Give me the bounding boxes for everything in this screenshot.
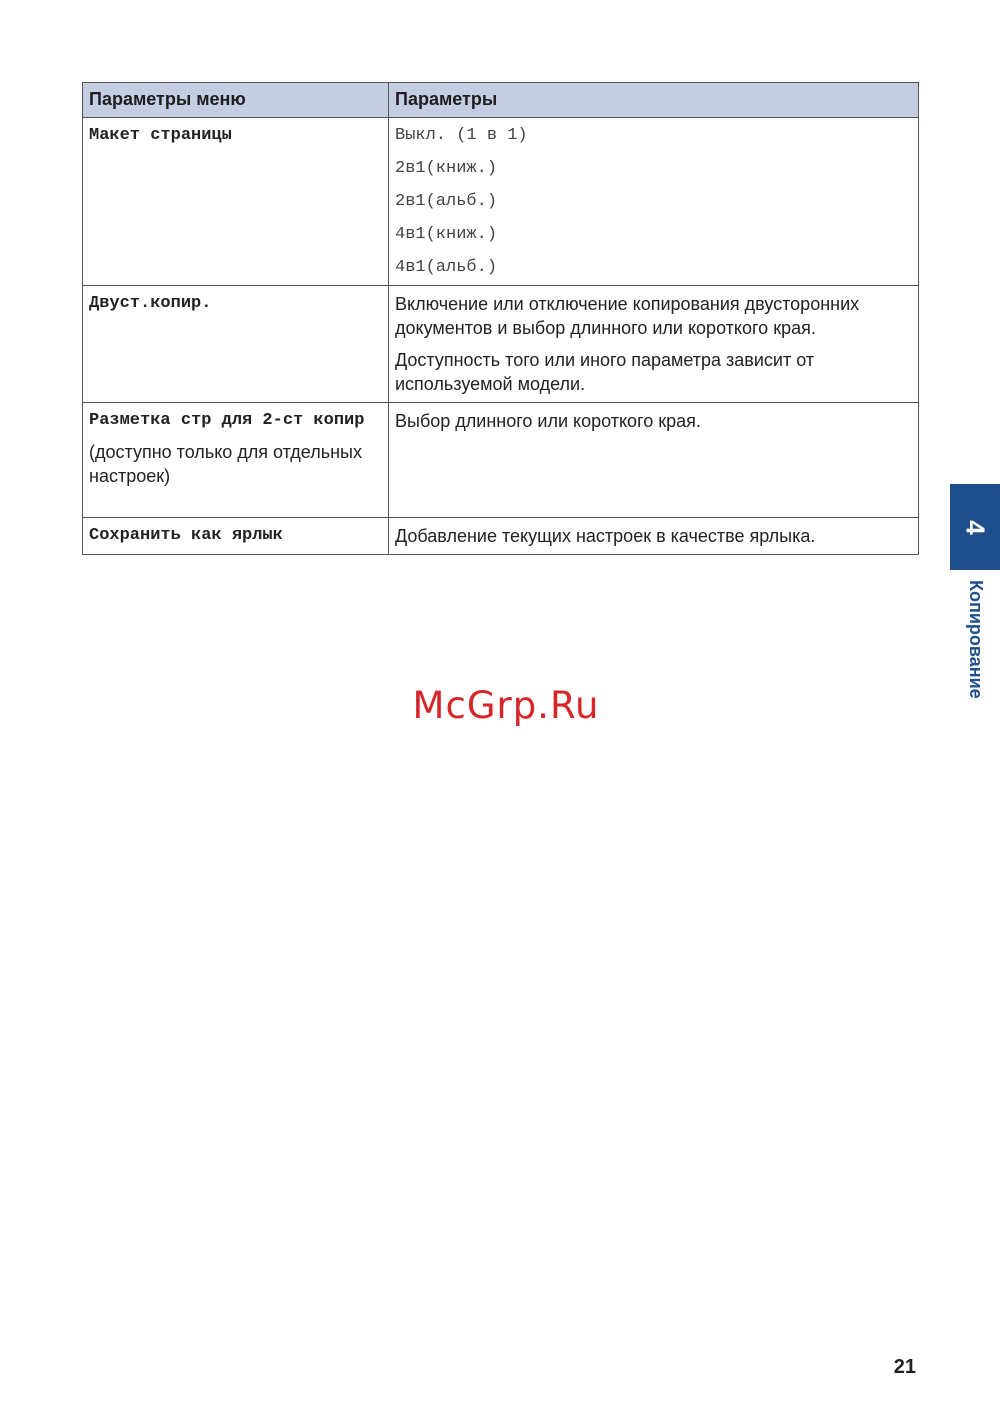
options-cell [389,118,919,286]
availability-note: (доступно только для отдельных настроек) [89,442,362,486]
table-row [83,118,919,286]
page-number: 21 [893,1356,916,1378]
menu-cell [83,286,389,403]
option-description: Добавление текущих настроек в качестве ярлыка. [395,526,816,546]
option-value: 2в1(альб.) [395,192,498,211]
table-header-row [83,83,919,118]
option-value: 4в1(книж.) [395,225,498,244]
chapter-tab [950,484,1000,570]
menu-cell [83,518,389,555]
option-description: Выбор длинного или короткого края. [395,411,701,431]
table-row [83,518,919,555]
menu-options-table [82,82,919,555]
header-menu-options: Параметры меню [83,83,389,118]
menu-item-save-as-shortcut: Сохранить как ярлык [89,526,283,545]
option-value: Выкл. (1 в 1) [395,126,528,145]
chapter-title: Копирование [966,580,986,699]
table-row [83,286,919,403]
chapter-number: 4 [960,519,991,535]
option-value: 2в1(книж.) [395,159,498,178]
option-description: Доступность того или иного параметра зависит от используемой модели. [395,350,815,394]
watermark: McGrp.Ru [412,684,600,727]
menu-item-page-layout: Макет страницы [89,126,232,145]
header-options: Параметры [389,83,919,118]
menu-item-2sided-page-layout: Разметка стр для 2-ст копир [89,411,365,430]
options-cell [389,286,919,403]
menu-cell [83,118,389,286]
option-description: Включение или отключение копирования двусторонних документов и выбор длинного или короткого края. [395,294,860,338]
menu-item-duplex-copy: Двуст.копир. [89,294,212,313]
table-row [83,403,919,518]
option-value: 4в1(альб.) [395,258,498,277]
options-cell [389,518,919,555]
menu-cell [83,403,389,518]
options-cell [389,403,919,518]
